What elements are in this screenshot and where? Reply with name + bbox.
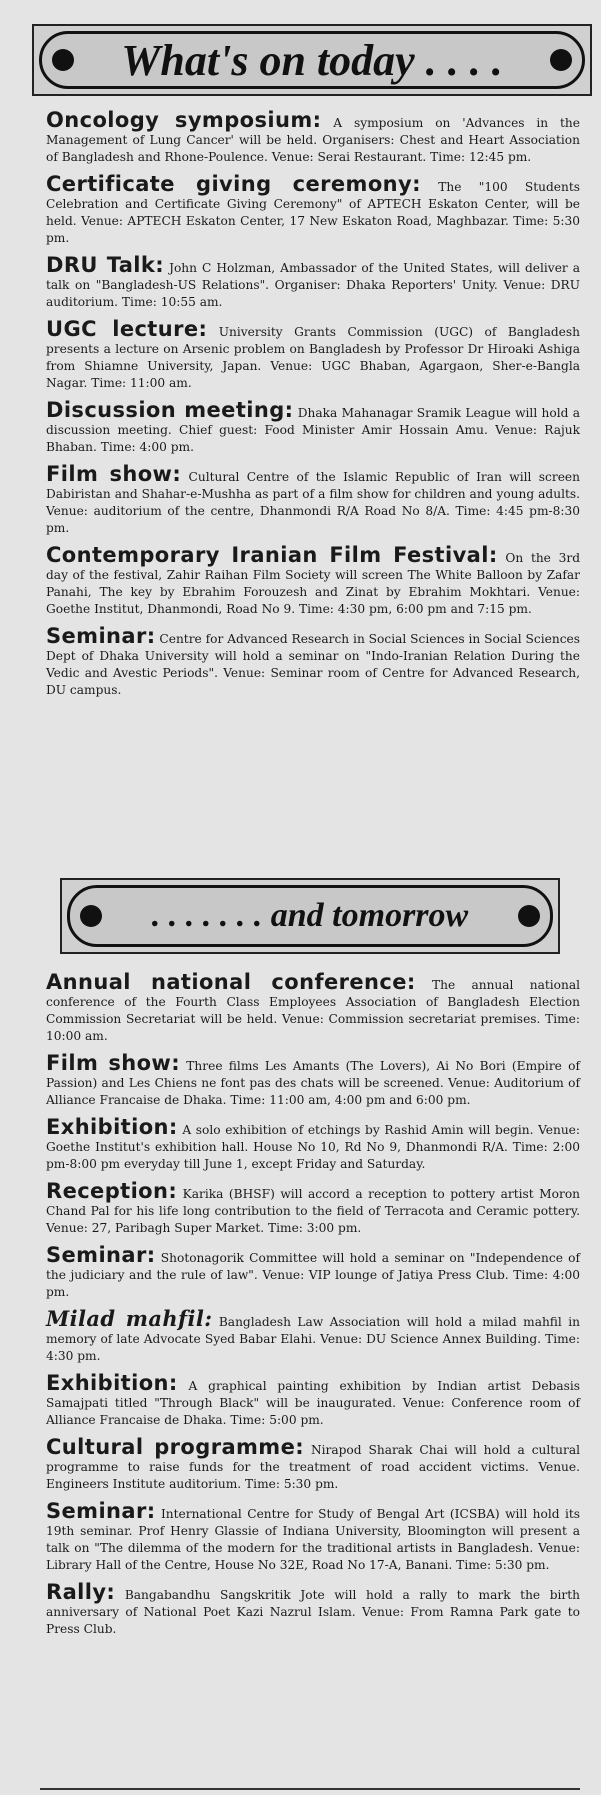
listing-item (46, 1373, 580, 1429)
listing-heading: Seminar: (46, 1499, 156, 1523)
listing-item (46, 255, 580, 311)
listing-heading: Discussion meeting: (46, 398, 294, 422)
listing-heading: Seminar: (46, 1243, 156, 1267)
listing-text: International Centre for Study of Bengal Art (ICSBA) will hold its 19th seminar. Prof Henry Glassie of Indiana University, Bloomington will present a talk on "The dilemma of the modern for the traditional artists in Bangladesh. Venue: Library Hall of the Centre, House No 32E, Road No 17-A, Banani. Time: 5:30 pm. (46, 1507, 581, 1572)
listing-item (46, 174, 580, 247)
listing-item (46, 1181, 580, 1237)
listing-heading: Milad mahfil: (46, 1306, 213, 1331)
listing-heading: Rally: (46, 1580, 116, 1604)
listing-item (46, 464, 580, 537)
listing-text: A graphical painting exhibition by Indian artist Debasis Samajpati titled "Through Black" will be inaugurated. Venue: Conference room of Alliance Francaise de Dhaka. Time: 5:00 pm. (46, 1379, 581, 1427)
listing-heading: Certificate giving ceremony: (46, 172, 421, 196)
listing-text: John C Holzman, Ambassador of the United States, will deliver a talk on "Bangladesh-US Relations". Organiser: Dhaka Reporters' Unity. Venue: DRU auditorium. Time: 10:55 am. (46, 261, 581, 309)
listing-text: University Grants Commission (UGC) of Bangladesh presents a lecture on Arsenic problem on Bangladesh by Professor Dr Hiroaki Ashiga from Shiamne University, Japan. Venue: UGC Bhaban, Agargaon, Sher-e-Bangla Nagar. Time: 11:00 am. (46, 325, 580, 390)
listing-heading: Film show: (46, 462, 182, 486)
tomorrow-banner-title: . . . . . . . and tomorrow (151, 897, 469, 934)
today-banner (32, 24, 592, 96)
listing-text: A symposium on 'Advances in the Management of Lung Cancer' will be held. Organisers: Chest and Heart Association of Bangladesh and Rhone-Poulence. Venue: Serai Restaurant. Time: 12:45 pm. (46, 116, 580, 164)
bullet-dot-icon (518, 905, 540, 927)
listing-text: Bangladesh Law Association will hold a milad mahfil in memory of late Advocate Syed Babar Elahi. Venue: DU Science Annex Building. Time: 4:30 pm. (46, 1315, 581, 1363)
listing-item (46, 1117, 580, 1173)
listing-text: Dhaka Mahanagar Sramik League will hold a discussion meeting. Chief guest: Food Minister Amir Hossain Amu. Venue: Rajuk Bhaban. Time: 4:00 pm. (46, 406, 580, 454)
bullet-dot-icon (550, 49, 572, 71)
listing-text: Three films Les Amants (The Lovers), Ai No Bori (Empire of Passion) and Les Chiens ne font pas des chats will be screened. Venue: Auditorium of Alliance Francaise de Dhaka. Time: 11:00 am, 4:00 pm and 6:00 pm. (46, 1059, 580, 1107)
listing-item (46, 110, 580, 166)
listing-heading: UGC lecture: (46, 317, 208, 341)
bullet-dot-icon (52, 49, 74, 71)
listing-text: Karika (BHSF) will accord a reception to pottery artist Moron Chand Pal for his life long contribution to the field of Terracota and Ceramic pottery. Venue: 27, Paribagh Super Market. Time: 3:00 pm. (46, 1187, 581, 1235)
listing-item (46, 1053, 580, 1109)
listing-item (46, 545, 580, 618)
listing-heading: Exhibition: (46, 1371, 178, 1395)
listing-text: The "100 Students Celebration and Certificate Giving Ceremony" of APTECH Eskaton Center, will be held. Venue: APTECH Eskaton Center, 17 New Eskaton Road, Maghbazar. Time: 5:30 pm. (46, 180, 580, 245)
listing-item (46, 1306, 581, 1365)
bullet-dot-icon (80, 905, 102, 927)
listing-item (46, 626, 580, 699)
listing-heading: Exhibition: (46, 1115, 178, 1139)
listing-text: Shotonagorik Committee will hold a seminar on "Independence of the judiciary and the rule of law". Venue: VIP lounge of Jatiya Press Club. Time: 4:00 pm. (46, 1251, 580, 1299)
listing-item (46, 400, 580, 456)
listing-item (46, 1582, 580, 1638)
bottom-rule (40, 1788, 580, 1790)
tomorrow-banner-frame (67, 885, 553, 947)
listing-heading: Annual national conference: (46, 970, 416, 994)
listing-text: Nirapod Sharak Chai will hold a cultural programme to raise funds for the treatment of road accident victims. Venue. Engineers Institute auditorium. Time: 5:30 pm. (46, 1443, 581, 1491)
listing-item (46, 972, 580, 1045)
today-banner-frame (39, 31, 585, 89)
listing-heading: Seminar: (46, 624, 156, 648)
listing-text: The annual national conference of the Fourth Class Employees Association of Bangladesh Election Commission Secretariat will be held. Venue: Commission secretariat premises. Time: 10:00 am. (46, 978, 581, 1043)
listing-text: Centre for Advanced Research in Social Sciences in Social Sciences Dept of Dhaka University will hold a seminar on "Indo-Iranian Relation During the Vedic and Avestic Periods". Venue: Seminar room of Centre for Advanced Research, DU campus. (46, 632, 580, 697)
tomorrow-banner (60, 878, 560, 954)
listing-text: A solo exhibition of etchings by Rashid Amin will begin. Venue: Goethe Institut's exhibition hall. House No 10, Rd No 9, Dhanmondi R/A. Time: 2:00 pm-8:00 pm everyday till June 1, except Friday and Saturday. (46, 1123, 580, 1171)
listing-heading: Film show: (46, 1051, 181, 1075)
listing-text: On the 3rd day of the festival, Zahir Raihan Film Society will screen The White Balloon by Zafar Panahi, The key by Ebrahim Forouzesh and Zinat by Ebrahim Mokhtari. Venue: Goethe Institut, Dhanmondi, Road No 9. Time: 4:30 pm, 6:00 pm and 7:15 pm. (46, 551, 581, 616)
listing-text: Bangabandhu Sangskritik Jote will hold a rally to mark the birth anniversary of National Poet Kazi Nazrul Islam. Venue: From Ramna Park gate to Press Club. (46, 1588, 580, 1636)
listing-heading: Contemporary Iranian Film Festival: (46, 543, 498, 567)
listing-item (46, 1501, 580, 1574)
listing-item (46, 1245, 580, 1301)
listing-text: Cultural Centre of the Islamic Republic of Iran will screen Dabiristan and Shahar-e-Mushha as part of a film show for children and young adults. Venue: auditorium of the centre, Dhanmondi R/A Road No 8/A. Time: 4:45 pm-8:30 pm. (46, 470, 580, 535)
listing-heading: Reception: (46, 1179, 178, 1203)
listing-heading: Cultural programme: (46, 1435, 305, 1459)
today-listings (46, 110, 580, 707)
listing-item (46, 319, 580, 392)
today-banner-title: What's on today . . . . (121, 35, 503, 85)
listing-heading: Oncology symposium: (46, 108, 322, 132)
listing-item (46, 1437, 580, 1493)
listing-heading: DRU Talk: (46, 253, 165, 277)
tomorrow-listings (46, 972, 580, 1646)
